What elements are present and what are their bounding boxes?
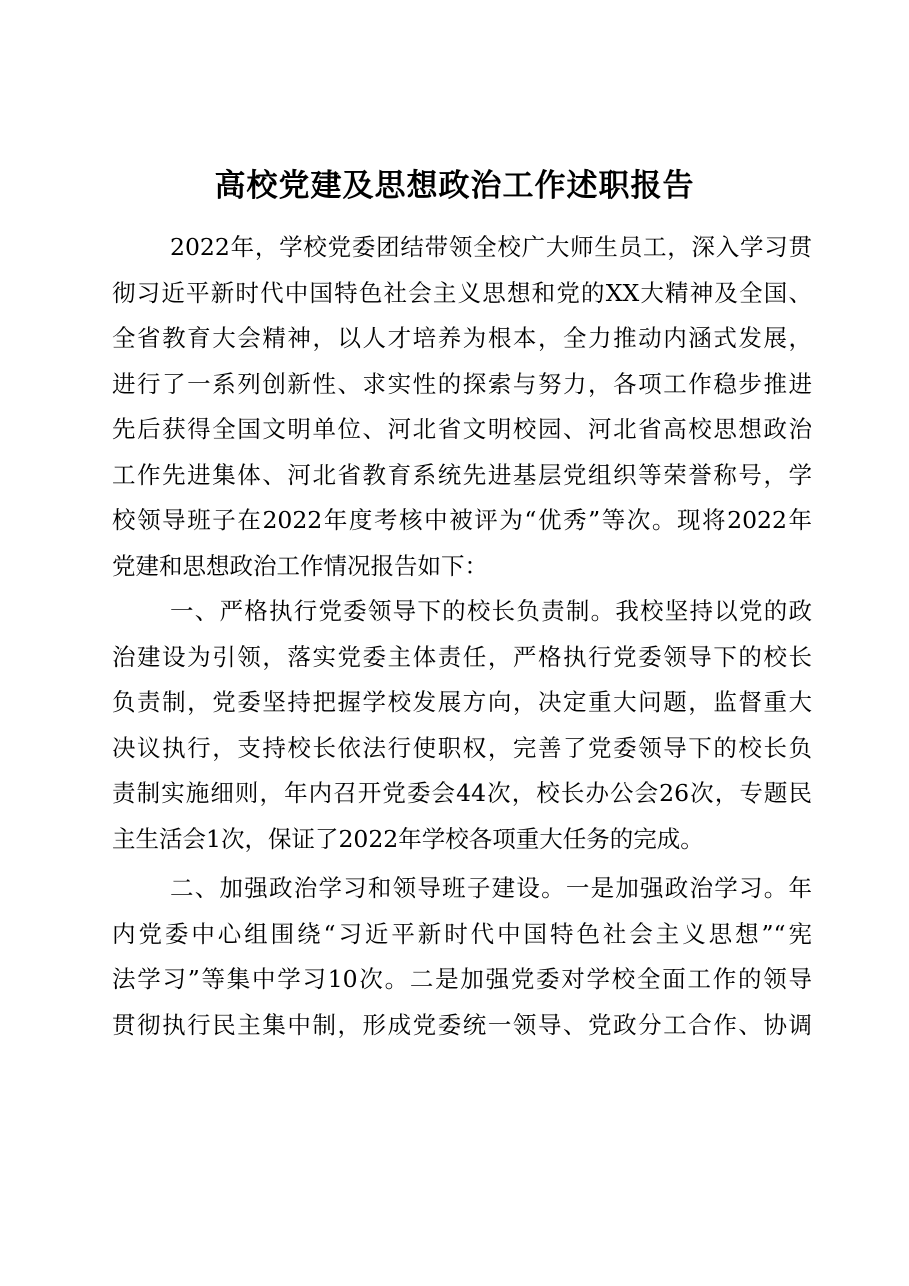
text-line: 先后获得全国文明单位、河北省文明校园、河北省高校思想政治 bbox=[112, 415, 812, 443]
text-line: 负责制，党委坚持把握学校发展方向，决定重大问题，监督重大 bbox=[112, 688, 812, 716]
document-title: 高校党建及思想政治工作述职报告 bbox=[214, 168, 695, 204]
text-line: 治建设为引领，落实党委主体责任，严格执行党委领导下的校长 bbox=[112, 642, 812, 671]
document-body bbox=[112, 225, 812, 1048]
paragraph bbox=[112, 866, 812, 1048]
text-line: 进行了一系列创新性、求实性的探索与努力，各项工作稳步推进 bbox=[112, 369, 812, 398]
paragraph bbox=[112, 225, 812, 589]
text-line: 党建和思想政治工作情况报告如下： bbox=[112, 551, 488, 580]
text-line: 法学习”等集中学习10次。二是加强党委对学校全面工作的领导 bbox=[112, 965, 812, 993]
text-line: 二、加强政治学习和领导班子建设。一是加强政治学习。年 bbox=[170, 874, 812, 902]
text-line: 校领导班子在2022年度考核中被评为“优秀”等次。现将2022年 bbox=[112, 506, 812, 534]
text-line: 主生活会1次，保证了2022年学校各项重大任务的完成。 bbox=[112, 824, 704, 853]
text-line: 一、严格执行党委领导下的校长负责制。我校坚持以党的政 bbox=[170, 597, 812, 625]
text-line: 2022年，学校党委团结带领全校广大师生员工，深入学习贯 bbox=[170, 233, 812, 261]
text-line: 贯彻执行民主集中制，形成党委统一领导、党政分工合作、协调 bbox=[112, 1010, 812, 1039]
text-line: 全省教育大会精神，以人才培养为根本，全力推动内涵式发展， bbox=[112, 324, 812, 352]
paragraph bbox=[112, 589, 812, 862]
text-line: 内党委中心组围绕“习近平新时代中国特色社会主义思想”“宪 bbox=[112, 919, 812, 948]
text-line: 彻习近平新时代中国特色社会主义思想和党的XX大精神及全国、 bbox=[112, 278, 812, 307]
text-line: 工作先进集体、河北省教育系统先进基层党组织等荣誉称号，学 bbox=[112, 460, 812, 489]
text-line: 决议执行，支持校长依法行使职权，完善了党委领导下的校长负 bbox=[112, 733, 812, 762]
text-line: 责制实施细则，年内召开党委会44次，校长办公会26次，专题民 bbox=[112, 779, 812, 807]
